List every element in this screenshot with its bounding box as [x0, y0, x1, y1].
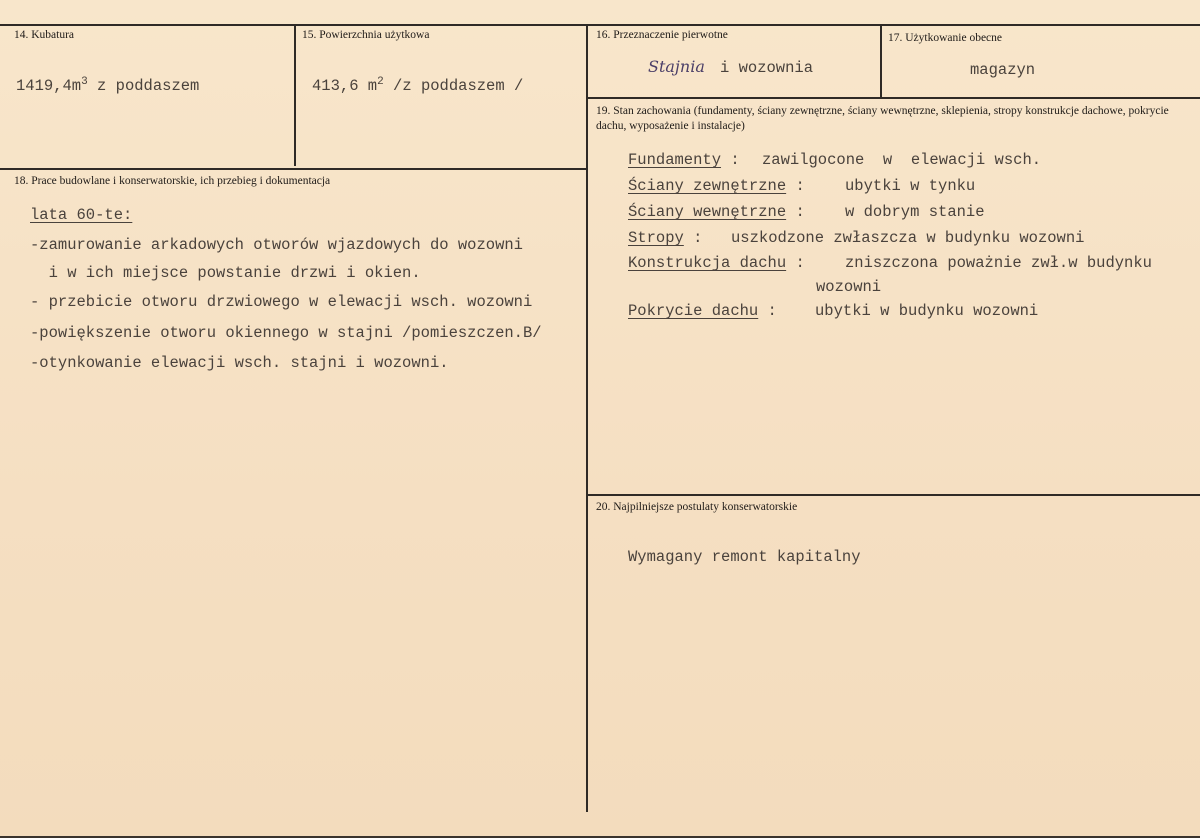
prace-line: -otynkowanie elewacji wsch. stajni i wozowni.	[30, 354, 449, 372]
divider-row1-18	[0, 168, 588, 170]
stan-value-fundamenty: zawilgocone w elewacji wsch.	[762, 151, 1042, 169]
prace-line: -zamurowanie arkadowych otworów wjazdowych do wozowni	[30, 236, 523, 254]
prace-line: -powiększenie otworu okiennego w stajni /pomieszczen.B/	[30, 324, 542, 342]
postulaty-value: Wymagany remont kapitalny	[628, 548, 861, 566]
prace-line: - przebicie otworu drzwiowego w elewacji wsch. wozowni	[30, 293, 533, 311]
top-border-line	[0, 24, 1200, 26]
uzytkowanie-value: magazyn	[970, 61, 1036, 79]
przeznaczenie-value: i wozownia	[720, 59, 814, 77]
kubatura-label: 14. Kubatura	[14, 29, 75, 41]
stan-row-fundamenty: Fundamenty :	[628, 151, 740, 169]
stan-value-stropy: uszkodzone zwłaszcza w budynku wozowni	[731, 229, 1085, 247]
stan-value-konstrukcja-dachu: zniszczona poważnie zwł.w budynku	[845, 254, 1152, 272]
divider-16-19	[586, 97, 1200, 99]
uzytkowanie-label: 17. Użytkowanie obecne	[888, 32, 1003, 44]
stan-value-sciany-zewnetrzne: ubytki w tynku	[845, 177, 976, 195]
przeznaczenie-handwritten: Stajnia	[648, 57, 705, 76]
powierzchnia-value: 413,6 $m^2$ /z poddaszem /	[312, 76, 524, 96]
przeznaczenie-label: 16. Przeznaczenie pierwotne	[596, 29, 728, 41]
powierzchnia-label: 15. Powierzchnia użytkowa	[302, 29, 430, 41]
prace-label: 18. Prace budowlane i konserwatorskie, ich przebieg i dokumentacja	[14, 175, 331, 187]
postulaty-label: 20. Najpilniejsze postulaty konserwatorskie	[596, 501, 798, 513]
kubatura-value: $1419,4m^3$ z poddaszem	[16, 76, 200, 96]
stan-row-sciany-zewnetrzne: Ściany zewnętrzne :	[628, 177, 805, 195]
main-vertical-divider	[586, 24, 588, 812]
stan-row-sciany-wewnetrzne: Ściany wewnętrzne :	[628, 203, 805, 221]
stan-row-konstrukcja-dachu: Konstrukcja dachu :	[628, 254, 805, 272]
stan-zachowania-label: 19. Stan zachowania (fundamenty, ściany zewnętrzne, ściany wewnętrzne, sklepienia, stropy konstrukcje dachowe, pokrycie dachu, wyposażenie i instalacje)	[596, 105, 1169, 132]
stan-value-pokrycie-dachu: ubytki w budynku wozowni	[815, 302, 1039, 320]
prace-line: i w ich miejsce powstanie drzwi i okien.	[30, 264, 421, 282]
stan-value-sciany-wewnetrzne: w dobrym stanie	[845, 203, 985, 221]
prace-line-heading: lata 60-te:	[30, 206, 133, 224]
divider-19-20	[586, 494, 1200, 496]
divider-16-17	[880, 24, 882, 97]
divider-14-15	[294, 24, 296, 166]
stan-value-konstrukcja-dachu-cont: wozowni	[816, 278, 882, 296]
stan-row-pokrycie-dachu: Pokrycie dachu :	[628, 302, 777, 320]
stan-row-stropy: Stropy :	[628, 229, 703, 247]
